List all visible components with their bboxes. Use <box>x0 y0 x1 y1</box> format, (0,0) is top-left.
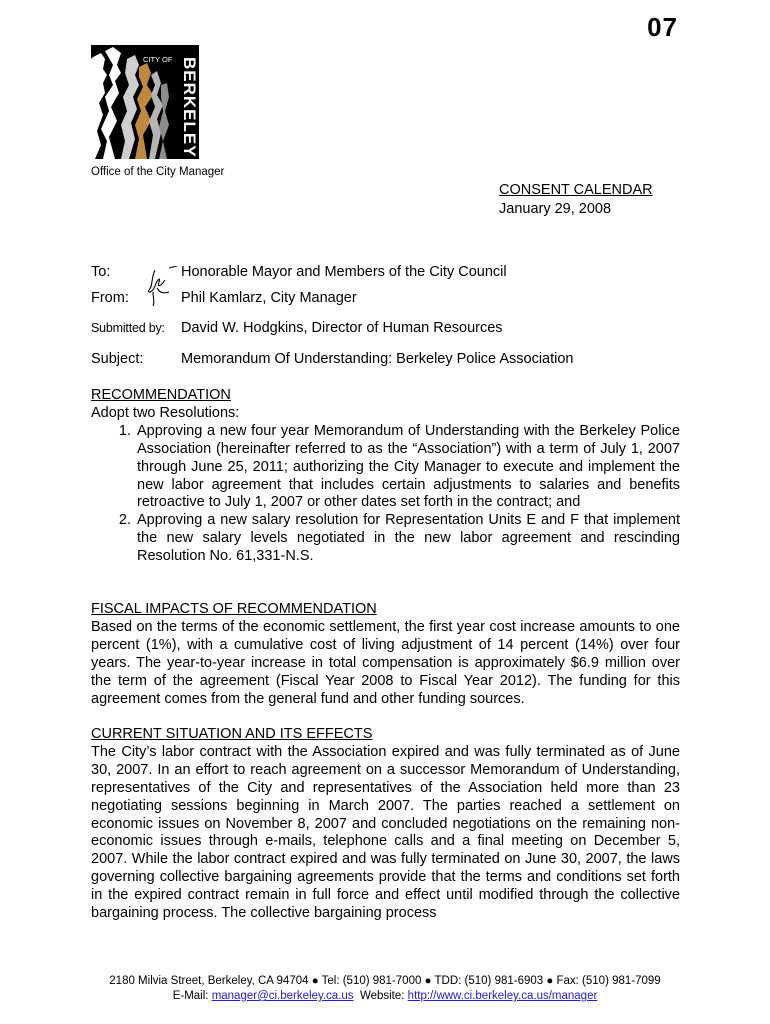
office-of-city-manager: Office of the City Manager <box>91 166 225 178</box>
fiscal-impacts-section <box>91 601 680 708</box>
email-link[interactable]: manager@ci.berkeley.ca.us <box>211 990 354 1002</box>
consent-calendar-label: CONSENT CALENDAR <box>499 182 653 198</box>
recommendation-section <box>91 387 680 566</box>
current-situation-text: The City’s labor contract with the Association expired and was fully terminated as of June 30, 2007. In an effort to reach agreement on a successor Memorandum of Understanding, representatives of the City and representatives of the Association held more than 23 negotiating sessions beginning in March 2007. The parties reached a settlement on economic issues on November 8, 2007 and concluded negotiations on the remaining non-economic issues through e-mails, telephone calls and a final meeting on December 5, 2007. While the labor contract expired and was fully terminated on June 30, 2007, the laws governing collective bargaining agreements provide that the terms and conditions set forth in the expired contract remain in full force and effect until modified through the collective bargaining process. The collective bargaining process <box>91 743 680 922</box>
current-situation-section <box>91 726 680 923</box>
subject-value: Memorandum Of Understanding: Berkeley Police Association <box>181 351 574 367</box>
city-of-berkeley-logo <box>91 45 199 159</box>
to-label: To: <box>91 264 111 280</box>
footer-contact <box>0 989 770 1004</box>
page-number: 07 <box>647 12 678 42</box>
footer-address: 2180 Milvia Street, Berkeley, CA 94704 ● Tel: (510) 981-7000 ● TDD: (510) 981-6903 ● Fax: (510) 981-7099 <box>109 975 661 987</box>
from-label: From: <box>91 290 129 306</box>
current-situation-heading: CURRENT SITUATION AND ITS EFFECTS <box>91 726 373 742</box>
logo-city-of-text: CITY OF <box>143 55 173 64</box>
website-label: Website: <box>359 990 405 1002</box>
recommendation-intro: Adopt two Resolutions: <box>91 404 240 421</box>
footer <box>0 974 770 1004</box>
from-value: Phil Kamlarz, City Manager <box>181 290 357 306</box>
initials-signature <box>143 266 181 308</box>
submitted-by-label: Submitted by: <box>91 321 165 335</box>
fiscal-impacts-text: Based on the terms of the economic settlement, the first year cost increase amounts to one percent (1%), with a cumulative cost of living adjustment of 14 percent (14%) over four years. The year-to-year increase in total compensation is approximately $6.9 million over the term of the agreement (Fiscal Year 2008 to Fiscal Year 2012). The funding for this agreement comes from the general fund and other funding sources. <box>91 618 680 707</box>
calendar-block <box>499 181 653 219</box>
recommendation-item: 2. Approving a new salary resolution for Representation Units E and F that implement the new salary levels negotiated in the new labor agreement and rescinding Resolution No. 61,331-N.S. <box>135 512 680 566</box>
subject-label: Subject: <box>91 351 144 367</box>
recommendation-list <box>91 423 680 566</box>
fiscal-impacts-heading: FISCAL IMPACTS OF RECOMMENDATION <box>91 601 377 617</box>
calendar-date: January 29, 2008 <box>499 201 612 217</box>
recommendation-item: 1. Approving a new four year Memorandum of Understanding with the Berkeley Police Association (hereinafter referred to as the “Association”) with a term of July 1, 2007 through June 25, 2011; authorizing the City Manager to execute and implement the new labor agreement that includes certain adjustments to salaries and benefits retroactive to July 1, 2007 or other dates set forth in the contract; and <box>135 423 680 513</box>
recommendation-heading: RECOMMENDATION <box>91 387 231 403</box>
email-label: E-Mail: <box>172 990 209 1002</box>
submitted-by-value: David W. Hodgkins, Director of Human Resources <box>181 320 503 336</box>
to-value: Honorable Mayor and Members of the City Council <box>181 264 507 280</box>
logo-berkeley-text: BERKELEY <box>180 57 199 158</box>
website-link[interactable]: http://www.ci.berkeley.ca.us/manager <box>407 990 598 1002</box>
